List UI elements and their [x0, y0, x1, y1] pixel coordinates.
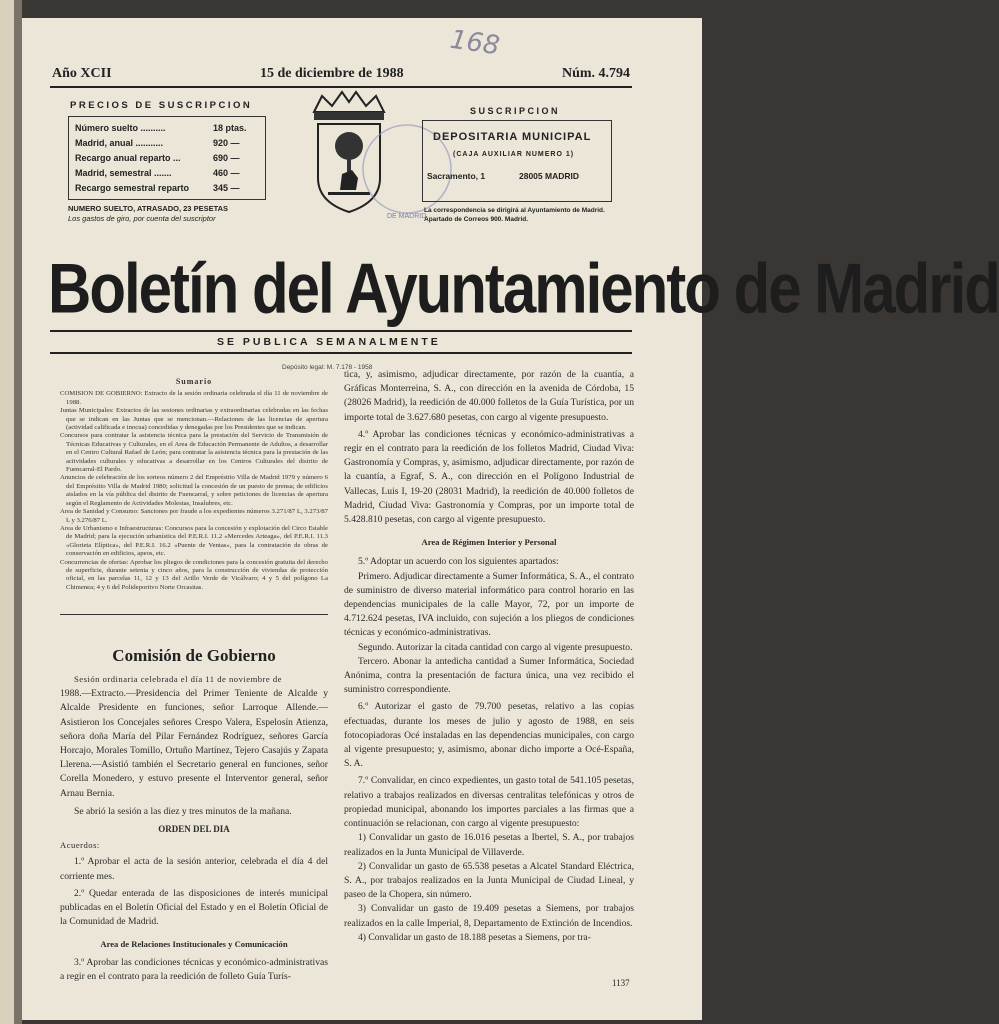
paragraph: 3) Convalidar un gasto de 19.409 pesetas a Siemens, por trabajos realizados en la calle Imperial, 8, Departamento de Extinción de Incendios. — [344, 903, 634, 929]
depositaria-title: SUSCRIPCION — [470, 106, 561, 116]
depositaria-note: La correspondencia se dirigirá al Ayuntamiento de Madrid. Apartado de Correos 900. Madrid. — [424, 207, 605, 223]
masthead-title: Boletín del Ayuntamiento de Madrid — [48, 248, 999, 328]
price-row: Recargo semestral reparto 345 — — [75, 183, 240, 193]
summary-item: Anuncios de celebración de los sorteos número 2 del Empréstito Villa de Madrid 1979 y número 6 del Empréstito Villa de Madrid 1980; solicitud la concesión de un puesto de prensa; de edificios aislados en la vía pública del distrito de Fuencarral, y sobre peticiones de licencias de apertura según el Reglamento de Actividades Molestas, Insalubres, etc. — [60, 474, 328, 507]
frequency-rule — [50, 352, 632, 354]
paragraph: 3.º Aprobar las condiciones técnicas y económico-administrativas a regir en el contrato para la reedición de folleto Guía Turís- — [60, 956, 328, 982]
summary-item: Concursos para contratar la asistencia técnica para la prestación del Servicio de Transmisión de Técnicas Educativas y Culturales, en el Area de Educación Permanente de Adultos, a desarrollar en el Centro Cultural Rafael de León; para contratar la asistencia técnica para la prestación de las actividades culturales y educativas a desarrollar en los Centros Culturales del distrito de Fuencarral-El Pardo. — [60, 432, 328, 474]
paragraph: Tercero. Abonar la antedicha cantidad a Sumer Informática, Sociedad Anónima, contra la presentación de factura única, una vez recibido el suministro correspondiente. — [344, 655, 634, 696]
summary-item: Area de Urbanismo e Infraestructuras: Concursos para la concesión y explotación del Circo Estable de Madrid; para la ejecución urbanística del P.E.R.I. 11.2 «Mercedes Arteaga», del P.E.R.I. 11.3 «Glorieta Elíptica», del P.E.R.I. 16.2 «Puente de Ventas», para la contratación de obras de conservación en edificios, apeos, etc. — [60, 524, 328, 558]
summary-item: Area de Sanidad y Consumo: Sanciones por fraude a los expedientes números 3.271/87 L, 3.273/87 L y 3.276/87 L. — [60, 508, 328, 524]
issue-date: 15 de diciembre de 1988 — [260, 66, 404, 81]
subscription-note: NUMERO SUELTO, ATRASADO, 23 PESETAS Los gastos de giro, por cuenta del suscriptor — [68, 204, 229, 223]
summary-rule — [60, 614, 328, 615]
right-column-body — [344, 368, 634, 945]
issue-number: Núm. 4.794 — [562, 66, 631, 81]
paragraph: Se abrió la sesión a las diez y tres minutos de la mañana. — [74, 805, 292, 817]
issue-year: Año XCII — [52, 66, 112, 81]
paragraph: Primero. Adjudicar directamente a Sumer Informática, S. A., el contrato de suministro de diverso material informático para control horario en las dependencias municipales de la calle Mayor, 72, por un importe de 4.712.624 pesetas, IVA incluido, con sujeción a los pliegos de condiciones técnicas y económico-administrativas. — [344, 570, 634, 639]
paragraph: 2) Convalidar un gasto de 65.538 pesetas a Alcatel Standard Eléctrica, S. A., por trabajos realizados en la Junta Municipal de Ciudad Lineal, y paseo de la Chopera, sin número. — [344, 860, 634, 901]
summary-section — [60, 378, 328, 592]
summary-item: Concurrencias de ofertas: Aprobar los pliegos de condiciones para la concesión gratuita del derecho de superficie, durante setenta y cinco años, para la construcción de viviendas de protección oficial, en las parcelas 11, 12 y 13 del Arillo Verde de Vicálvaro; 4 y 5 del polígono La Chimenea; 4 y 6 del Polideportivo Norte Orcasitas. — [60, 558, 328, 591]
left-column-body — [60, 672, 328, 984]
agenda-heading: ORDEN DEL DIA — [158, 824, 230, 835]
paragraph: 4) Convalidar un gasto de 18.188 pesetas a Siemens, por tra- — [358, 931, 591, 943]
library-stamp: DE MADRID — [357, 121, 457, 241]
price-row: Madrid, anual ........... 920 — — [75, 138, 240, 148]
handwritten-number: 168 — [448, 24, 502, 62]
masthead-rule — [50, 330, 632, 332]
paragraph: 5.º Adoptar un acuerdo con los siguientes apartados: — [358, 556, 559, 568]
summary-title: Sumario — [175, 377, 213, 386]
price-row: Madrid, semestral ....... 460 — — [75, 168, 240, 178]
subscription-box — [68, 116, 266, 200]
paragraph: 2.º Quedar enterada de las disposiciones de interés municipal publicadas en el Boletín Oficial del Estado y en el Boletín Oficial de la Comunidad de Madrid. — [60, 887, 328, 928]
paragraph: 1) Convalidar un gasto de 16.016 pesetas a Ibertel, S. A., por trabajos realizados en la Junta Municipal de Villaverde. — [344, 832, 634, 858]
section-title: Comisión de Gobierno — [112, 646, 276, 665]
paragraph: tica, y, asimismo, adjudicar directamente, por razón de la cuantía, a Gráficas Monterreina, S. A., con dirección en la avenida de Córdoba, 15 (28026 Madrid), la reedición de 40.000 folletos de la Guía Turística, por un importe total de 3.627.680 pesetas, con cargo al vigente presupuesto. — [344, 369, 634, 423]
price-row: Número suelto .......... 18 ptas. — [75, 123, 247, 133]
header-rule — [50, 86, 632, 88]
area-heading: Area de Relaciones Institucionales y Comunicación — [100, 939, 288, 950]
paragraph: 7.º Convalidar, en cinco expedientes, un gasto total de 541.105 pesetas, relativo a trabajos realizados en diversas centralitas telefónicas y otros de propiedad municipal, abonando los importes parciales a las firmas que a continuación se relacionan, con cargo al vigente presupuesto: — [344, 775, 634, 830]
session-heading: Sesión ordinaria celebrada el día 11 de noviembre de — [74, 674, 282, 684]
area-heading: Area de Régimen Interior y Personal — [421, 537, 557, 548]
paragraph: 6.º Autorizar el gasto de 79.700 pesetas, relativo a las copias efectuadas, durante los meses de julio y agosto de 1988, en seis fotocopiadoras Océ instaladas en las dependencias municipales, con cargo al vigente presupuesto; y, asimismo, abonar dicho importe a Océ-España, S. A. — [344, 701, 634, 770]
publication-frequency: SE PUBLICA SEMANALMENTE — [217, 336, 441, 348]
paragraph: Segundo. Autorizar la citada cantidad con cargo al vigente presupuesto. — [358, 641, 633, 653]
book-spine — [0, 0, 14, 1024]
price-row: Recargo anual reparto ... 690 — — [75, 153, 240, 163]
depositaria-box: DEPOSITARIA MUNICIPAL (CAJA AUXILIAR NUMERO 1) Sacramento, 1 28005 MADRID — [422, 120, 612, 202]
paragraph: 4.º Aprobar las condiciones técnicas y económico-administrativas a regir en el contrato para la reedición de los folletos Madrid, Ciudad Viva: Gastronomía y Compras, y, asimismo, adjudicar directamente, por razón de la cuantía, a Egraf, S. A., con dirección en el Polígono Industrial de Vallecas, Luis I, 19-20 (28031 Madrid), la reedición de 40.000 folletos de Madrid, Ciudad Viva: Gastronomía y Compras, por un importe total de 5.428.810 pesetas, con cargo al vigente presupuesto. — [344, 428, 634, 526]
newspaper-page — [22, 18, 999, 1020]
paragraph: 1988.—Extracto.—Presidencia del Primer Teniente de Alcalde y Alcalde Presidente en funciones, señor Larroque Allende.—Asistieron los Concejales señores Crespo Valera, Espelosín Atienza, señora doña María del Pilar Fernández Rodríguez, señores García Horcajo, Morales Tomillo, Ortuño Martínez, Tejero Casajús y Zapata Llerena.—Asistió también el Secretario general en funciones, señor Corella Monedero, y estuvo presente el Interventor general, señor Arnau Bernia. — [60, 688, 328, 799]
legal-deposit: Depósito legal: M. 7.178 - 1958 — [282, 364, 373, 371]
book-gutter — [14, 0, 22, 1024]
subscription-title: PRECIOS DE SUSCRIPCION — [70, 100, 253, 111]
agreements-label: Acuerdos: — [60, 840, 100, 851]
page-number: 1137 — [612, 978, 630, 988]
paragraph: 1.º Aprobar el acta de la sesión anterior, celebrada el día 4 del corriente mes. — [60, 856, 328, 882]
summary-item: COMISION DE GOBIERNO: Extracto de la sesión ordinaria celebrada el día 11 de noviembre de 1988. — [60, 390, 328, 406]
summary-item: Juntas Municipales: Extractos de las sesiones ordinarias y extraordinarias celebradas en las fechas que se indican en las Juntas que se mencionan.—Relaciones de las licencias de apertura (actividad calificada e inocua) concedidas y denegadas por los Presidentes que se indican. — [60, 407, 328, 432]
